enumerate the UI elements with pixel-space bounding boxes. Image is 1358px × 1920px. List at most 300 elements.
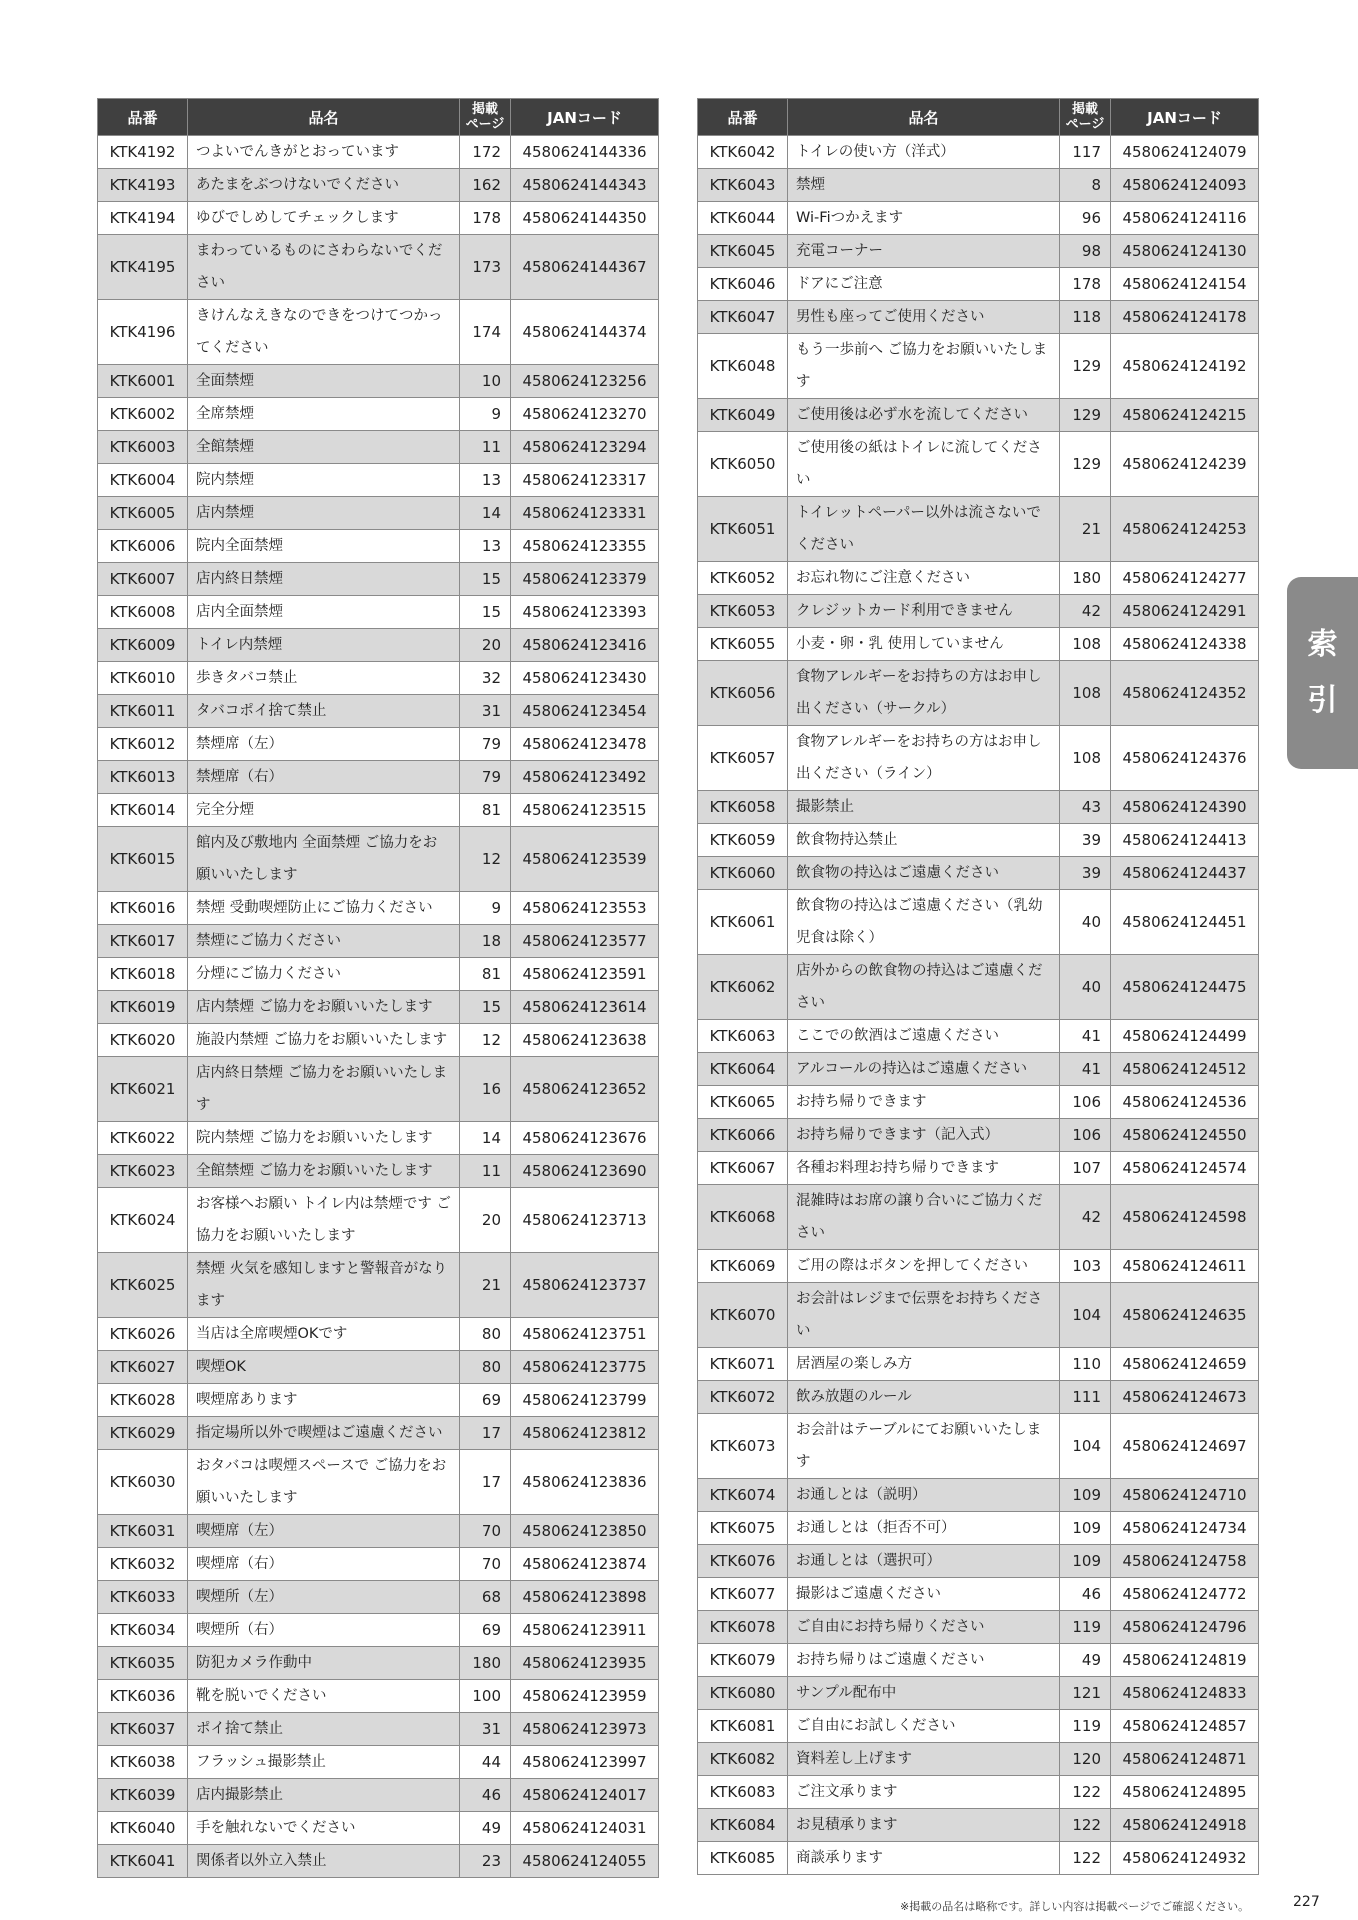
- cell-page: 80: [460, 1351, 511, 1384]
- cell-jan: 4580624123416: [511, 629, 659, 662]
- cell-jan: 4580624123294: [511, 431, 659, 464]
- cell-page: 11: [460, 431, 511, 464]
- cell-page: 46: [460, 1779, 511, 1812]
- cell-code: KTK6007: [98, 563, 188, 596]
- cell-name: フラッシュ撮影禁止: [188, 1746, 460, 1779]
- cell-code: KTK6076: [698, 1545, 788, 1578]
- table-row: [98, 1318, 659, 1351]
- table-row: [98, 1122, 659, 1155]
- header-page-top: 掲載: [471, 102, 498, 117]
- cell-jan: 4580624123874: [511, 1548, 659, 1581]
- cell-code: KTK6018: [98, 958, 188, 991]
- cell-jan: 4580624124017: [511, 1779, 659, 1812]
- cell-code: KTK6067: [698, 1152, 788, 1185]
- table-row: [698, 334, 1259, 399]
- cell-name: 院内禁煙 ご協力をお願いいたします: [188, 1122, 460, 1155]
- table-row: [698, 1381, 1259, 1414]
- header-page-bottom: ページ: [1065, 117, 1105, 132]
- cell-page: 17: [460, 1450, 511, 1515]
- cell-jan: 4580624123935: [511, 1647, 659, 1680]
- table-row: [98, 1614, 659, 1647]
- cell-name: ポイ捨て禁止: [188, 1713, 460, 1746]
- cell-code: KTK6008: [98, 596, 188, 629]
- cell-name: お持ち帰りはご遠慮ください: [788, 1644, 1060, 1677]
- table-row: [698, 202, 1259, 235]
- index-side-tab[interactable]: [1287, 577, 1358, 769]
- cell-page: 129: [1060, 399, 1111, 432]
- cell-code: KTK6004: [98, 464, 188, 497]
- cell-code: KTK6044: [698, 202, 788, 235]
- cell-name: 食物アレルギーをお持ちの方はお申し出ください（サークル）: [788, 661, 1060, 726]
- cell-code: KTK4195: [98, 235, 188, 300]
- header-jan: JANコード: [1111, 99, 1259, 136]
- table-row: [698, 1677, 1259, 1710]
- cell-code: KTK6037: [98, 1713, 188, 1746]
- table-row: [698, 1152, 1259, 1185]
- table-row: [98, 1253, 659, 1318]
- cell-jan: 4580624124918: [1111, 1809, 1259, 1842]
- cell-code: KTK6059: [698, 824, 788, 857]
- cell-code: KTK6075: [698, 1512, 788, 1545]
- cell-page: 12: [460, 1024, 511, 1057]
- table-row: [698, 399, 1259, 432]
- cell-code: KTK6021: [98, 1057, 188, 1122]
- table-row: [98, 464, 659, 497]
- table-row: [698, 432, 1259, 497]
- header-code: 品番: [98, 99, 188, 136]
- table-row: [698, 1086, 1259, 1119]
- cell-jan: 4580624124475: [1111, 955, 1259, 1020]
- footnote: ※掲載の品名は略称です。詳しい内容は掲載ページでご確認ください。: [900, 1900, 1250, 1913]
- cell-page: 69: [460, 1614, 511, 1647]
- table-row: [98, 925, 659, 958]
- cell-code: KTK6070: [698, 1283, 788, 1348]
- header-page-top: 掲載: [1071, 102, 1098, 117]
- cell-name: 混雑時はお席の譲り合いにご協力ください: [788, 1185, 1060, 1250]
- cell-jan: 4580624124819: [1111, 1644, 1259, 1677]
- cell-code: KTK6015: [98, 827, 188, 892]
- cell-page: 109: [1060, 1545, 1111, 1578]
- cell-page: 98: [1060, 235, 1111, 268]
- cell-code: KTK6046: [698, 268, 788, 301]
- cell-name: 男性も座ってご使用ください: [788, 301, 1060, 334]
- cell-page: 44: [460, 1746, 511, 1779]
- cell-jan: 4580624124697: [1111, 1414, 1259, 1479]
- cell-code: KTK6001: [98, 365, 188, 398]
- cell-name: ご用の際はボタンを押してください: [788, 1250, 1060, 1283]
- cell-code: KTK6023: [98, 1155, 188, 1188]
- cell-jan: 4580624124710: [1111, 1479, 1259, 1512]
- cell-jan: 4580624124130: [1111, 235, 1259, 268]
- table-row: [98, 728, 659, 761]
- cell-name: 禁煙: [788, 169, 1060, 202]
- cell-code: KTK6074: [698, 1479, 788, 1512]
- cell-jan: 4580624123713: [511, 1188, 659, 1253]
- cell-name: もう一歩前へ ご協力をお願いいたします: [788, 334, 1060, 399]
- table-row: [698, 955, 1259, 1020]
- cell-name: 靴を脱いでください: [188, 1680, 460, 1713]
- cell-code: KTK6053: [698, 595, 788, 628]
- table-row: [98, 1647, 659, 1680]
- cell-name: 禁煙席（左）: [188, 728, 460, 761]
- cell-page: 69: [460, 1384, 511, 1417]
- table-row: [698, 1743, 1259, 1776]
- table-row: [698, 235, 1259, 268]
- cell-page: 104: [1060, 1414, 1111, 1479]
- cell-jan: 4580624124673: [1111, 1381, 1259, 1414]
- table-row: [698, 1053, 1259, 1086]
- cell-jan: 4580624123638: [511, 1024, 659, 1057]
- cell-code: KTK6055: [698, 628, 788, 661]
- table-row: [98, 892, 659, 925]
- cell-code: KTK6047: [698, 301, 788, 334]
- cell-name: 禁煙 受動喫煙防止にご協力ください: [188, 892, 460, 925]
- cell-name: 喫煙席あります: [188, 1384, 460, 1417]
- cell-code: KTK6034: [98, 1614, 188, 1647]
- table-row: [98, 1812, 659, 1845]
- cell-page: 17: [460, 1417, 511, 1450]
- cell-name: 喫煙所（右）: [188, 1614, 460, 1647]
- cell-jan: 4580624123652: [511, 1057, 659, 1122]
- cell-page: 180: [1060, 562, 1111, 595]
- cell-code: KTK6005: [98, 497, 188, 530]
- cell-code: KTK6084: [698, 1809, 788, 1842]
- cell-code: KTK6050: [698, 432, 788, 497]
- cell-name: 分煙にご協力ください: [188, 958, 460, 991]
- cell-page: 122: [1060, 1776, 1111, 1809]
- cell-jan: 4580624144374: [511, 300, 659, 365]
- cell-name: お客様へお願い トイレ内は禁煙です ご協力をお願いいたします: [188, 1188, 460, 1253]
- cell-page: 119: [1060, 1611, 1111, 1644]
- cell-jan: 4580624124512: [1111, 1053, 1259, 1086]
- cell-code: KTK6040: [98, 1812, 188, 1845]
- cell-page: 129: [1060, 334, 1111, 399]
- cell-jan: 4580624124376: [1111, 726, 1259, 791]
- cell-page: 20: [460, 629, 511, 662]
- table-row: [98, 596, 659, 629]
- cell-page: 42: [1060, 1185, 1111, 1250]
- table-row: [98, 1680, 659, 1713]
- table-row: [698, 628, 1259, 661]
- cell-code: KTK4196: [98, 300, 188, 365]
- cell-jan: 4580624144343: [511, 169, 659, 202]
- cell-jan: 4580624123690: [511, 1155, 659, 1188]
- cell-code: KTK6014: [98, 794, 188, 827]
- cell-page: 13: [460, 530, 511, 563]
- cell-page: 11: [460, 1155, 511, 1188]
- cell-jan: 4580624124536: [1111, 1086, 1259, 1119]
- cell-jan: 4580624123539: [511, 827, 659, 892]
- cell-page: 162: [460, 169, 511, 202]
- table-row: [98, 1548, 659, 1581]
- table-row: [698, 1545, 1259, 1578]
- cell-code: KTK6026: [98, 1318, 188, 1351]
- cell-name: 全館禁煙 ご協力をお願いいたします: [188, 1155, 460, 1188]
- cell-name: ドアにご注意: [788, 268, 1060, 301]
- cell-name: 館内及び敷地内 全面禁煙 ご協力をお願いいたします: [188, 827, 460, 892]
- cell-jan: 4580624124598: [1111, 1185, 1259, 1250]
- cell-name: 飲食物持込禁止: [788, 824, 1060, 857]
- cell-jan: 4580624123775: [511, 1351, 659, 1384]
- cell-code: KTK6056: [698, 661, 788, 726]
- cell-page: 42: [1060, 595, 1111, 628]
- cell-page: 172: [460, 136, 511, 169]
- cell-jan: 4580624123256: [511, 365, 659, 398]
- cell-page: 117: [1060, 136, 1111, 169]
- cell-jan: 4580624123799: [511, 1384, 659, 1417]
- cell-name: 完全分煙: [188, 794, 460, 827]
- table-row: [98, 1746, 659, 1779]
- cell-name: クレジットカード利用できません: [788, 595, 1060, 628]
- cell-jan: 4580624124499: [1111, 1020, 1259, 1053]
- cell-code: KTK6072: [698, 1381, 788, 1414]
- table-row: [698, 268, 1259, 301]
- page-number: 227: [1293, 1894, 1320, 1910]
- cell-name: ご自由にお持ち帰りください: [788, 1611, 1060, 1644]
- cell-code: KTK6085: [698, 1842, 788, 1875]
- cell-name: 全面禁煙: [188, 365, 460, 398]
- table-row: [698, 1644, 1259, 1677]
- cell-code: KTK6073: [698, 1414, 788, 1479]
- side-tab-char-2: 引: [1307, 683, 1338, 718]
- cell-jan: 4580624123478: [511, 728, 659, 761]
- table-row: [98, 1581, 659, 1614]
- cell-jan: 4580624124659: [1111, 1348, 1259, 1381]
- cell-page: 106: [1060, 1119, 1111, 1152]
- cell-page: 70: [460, 1548, 511, 1581]
- cell-page: 122: [1060, 1842, 1111, 1875]
- table-row: [98, 398, 659, 431]
- table-row: [98, 1713, 659, 1746]
- cell-name: 喫煙所（左）: [188, 1581, 460, 1614]
- cell-code: KTK6032: [98, 1548, 188, 1581]
- cell-name: 店内禁煙 ご協力をお願いいたします: [188, 991, 460, 1024]
- cell-code: KTK4193: [98, 169, 188, 202]
- cell-code: KTK6052: [698, 562, 788, 595]
- table-row: [698, 169, 1259, 202]
- cell-name: 居酒屋の楽しみ方: [788, 1348, 1060, 1381]
- cell-name: 撮影はご遠慮ください: [788, 1578, 1060, 1611]
- header-jan: JANコード: [511, 99, 659, 136]
- cell-page: 129: [1060, 432, 1111, 497]
- cell-name: あたまをぶつけないでください: [188, 169, 460, 202]
- header-name: 品名: [788, 99, 1060, 136]
- table-header-row: [698, 99, 1259, 136]
- cell-name: ゆびでしめしてチェックします: [188, 202, 460, 235]
- cell-jan: 4580624123331: [511, 497, 659, 530]
- cell-page: 109: [1060, 1479, 1111, 1512]
- cell-name: 店内全面禁煙: [188, 596, 460, 629]
- cell-jan: 4580624124093: [1111, 169, 1259, 202]
- cell-code: KTK4194: [98, 202, 188, 235]
- cell-code: KTK6030: [98, 1450, 188, 1515]
- cell-name: 指定場所以外で喫煙はご遠慮ください: [188, 1417, 460, 1450]
- cell-name: 全館禁煙: [188, 431, 460, 464]
- cell-name: 禁煙席（右）: [188, 761, 460, 794]
- cell-page: 111: [1060, 1381, 1111, 1414]
- cell-jan: 4580624123836: [511, 1450, 659, 1515]
- table-row: [698, 595, 1259, 628]
- cell-page: 8: [1060, 169, 1111, 202]
- table-row: [98, 563, 659, 596]
- table-row: [98, 1057, 659, 1122]
- cell-jan: 4580624123911: [511, 1614, 659, 1647]
- table-row: [98, 794, 659, 827]
- table-row: [98, 1845, 659, 1878]
- cell-jan: 4580624124772: [1111, 1578, 1259, 1611]
- table-row: [98, 136, 659, 169]
- cell-page: 120: [1060, 1743, 1111, 1776]
- cell-page: 15: [460, 596, 511, 629]
- cell-code: KTK6024: [98, 1188, 188, 1253]
- cell-jan: 4580624124239: [1111, 432, 1259, 497]
- cell-page: 96: [1060, 202, 1111, 235]
- cell-page: 49: [460, 1812, 511, 1845]
- table-row: [698, 497, 1259, 562]
- cell-code: KTK6061: [698, 890, 788, 955]
- cell-name: 当店は全席喫煙OKです: [188, 1318, 460, 1351]
- cell-jan: 4580624144367: [511, 235, 659, 300]
- cell-page: 68: [460, 1581, 511, 1614]
- cell-name: ご使用後の紙はトイレに流してください: [788, 432, 1060, 497]
- table-row: [98, 1450, 659, 1515]
- cell-code: KTK6077: [698, 1578, 788, 1611]
- cell-name: 充電コーナー: [788, 235, 1060, 268]
- cell-jan: 4580624123812: [511, 1417, 659, 1450]
- cell-code: KTK6082: [698, 1743, 788, 1776]
- cell-page: 178: [1060, 268, 1111, 301]
- cell-page: 40: [1060, 890, 1111, 955]
- cell-code: KTK6062: [698, 955, 788, 1020]
- table-row: [98, 695, 659, 728]
- cell-jan: 4580624144350: [511, 202, 659, 235]
- cell-name: おタバコは喫煙スペースで ご協力をお願いいたします: [188, 1450, 460, 1515]
- cell-jan: 4580624124857: [1111, 1710, 1259, 1743]
- cell-code: KTK6029: [98, 1417, 188, 1450]
- cell-page: 173: [460, 235, 511, 300]
- table-row: [98, 662, 659, 695]
- cell-code: KTK6036: [98, 1680, 188, 1713]
- cell-page: 15: [460, 991, 511, 1024]
- cell-jan: 4580624124291: [1111, 595, 1259, 628]
- cell-code: KTK6013: [98, 761, 188, 794]
- cell-name: お通しとは（拒否不可）: [788, 1512, 1060, 1545]
- cell-code: KTK6025: [98, 1253, 188, 1318]
- table-row: [698, 824, 1259, 857]
- cell-page: 180: [460, 1647, 511, 1680]
- table-body-right: [698, 136, 1259, 1875]
- cell-page: 100: [460, 1680, 511, 1713]
- table-row: [698, 1776, 1259, 1809]
- cell-code: KTK6011: [98, 695, 188, 728]
- cell-jan: 4580624124352: [1111, 661, 1259, 726]
- table-row: [698, 136, 1259, 169]
- cell-jan: 4580624124932: [1111, 1842, 1259, 1875]
- cell-code: KTK6003: [98, 431, 188, 464]
- product-index-table-left: [97, 98, 659, 1878]
- cell-name: 資料差し上げます: [788, 1743, 1060, 1776]
- cell-code: KTK6031: [98, 1515, 188, 1548]
- cell-page: 106: [1060, 1086, 1111, 1119]
- cell-page: 43: [1060, 791, 1111, 824]
- cell-jan: 4580624124178: [1111, 301, 1259, 334]
- cell-name: お持ち帰りできます: [788, 1086, 1060, 1119]
- cell-jan: 4580624123430: [511, 662, 659, 695]
- cell-code: KTK4192: [98, 136, 188, 169]
- cell-name: トイレの使い方（洋式）: [788, 136, 1060, 169]
- cell-page: 81: [460, 958, 511, 991]
- cell-jan: 4580624123751: [511, 1318, 659, 1351]
- table-row: [698, 1348, 1259, 1381]
- cell-page: 40: [1060, 955, 1111, 1020]
- cell-name: ここでの飲酒はご遠慮ください: [788, 1020, 1060, 1053]
- cell-page: 14: [460, 1122, 511, 1155]
- cell-code: KTK6002: [98, 398, 188, 431]
- table-row: [98, 1384, 659, 1417]
- cell-name: ご使用後は必ず水を流してください: [788, 399, 1060, 432]
- table-row: [98, 202, 659, 235]
- table-row: [98, 1515, 659, 1548]
- cell-name: サンプル配布中: [788, 1677, 1060, 1710]
- cell-code: KTK6028: [98, 1384, 188, 1417]
- cell-page: 107: [1060, 1152, 1111, 1185]
- table-row: [98, 497, 659, 530]
- cell-jan: 4580624124871: [1111, 1743, 1259, 1776]
- table-row: [698, 661, 1259, 726]
- cell-jan: 4580624124338: [1111, 628, 1259, 661]
- table-row: [98, 300, 659, 365]
- cell-jan: 4580624124758: [1111, 1545, 1259, 1578]
- cell-page: 18: [460, 925, 511, 958]
- cell-page: 23: [460, 1845, 511, 1878]
- cell-name: お会計はテーブルにてお願いいたします: [788, 1414, 1060, 1479]
- cell-code: KTK6063: [698, 1020, 788, 1053]
- table-header-row: [98, 99, 659, 136]
- table-row: [698, 1250, 1259, 1283]
- cell-code: KTK6065: [698, 1086, 788, 1119]
- cell-name: お通しとは（説明）: [788, 1479, 1060, 1512]
- cell-name: 撮影禁止: [788, 791, 1060, 824]
- cell-jan: 4580624124055: [511, 1845, 659, 1878]
- cell-code: KTK6017: [98, 925, 188, 958]
- cell-page: 121: [1060, 1677, 1111, 1710]
- cell-page: 110: [1060, 1348, 1111, 1381]
- cell-name: 歩きタバコ禁止: [188, 662, 460, 695]
- cell-jan: 4580624123973: [511, 1713, 659, 1746]
- cell-page: 41: [1060, 1053, 1111, 1086]
- cell-page: 39: [1060, 857, 1111, 890]
- cell-code: KTK6033: [98, 1581, 188, 1614]
- cell-code: KTK6043: [698, 169, 788, 202]
- cell-code: KTK6081: [698, 1710, 788, 1743]
- cell-jan: 4580624124413: [1111, 824, 1259, 857]
- cell-jan: 4580624123355: [511, 530, 659, 563]
- cell-name: 手を触れないでください: [188, 1812, 460, 1845]
- cell-jan: 4580624123492: [511, 761, 659, 794]
- table-row: [698, 1020, 1259, 1053]
- cell-jan: 4580624124253: [1111, 497, 1259, 562]
- cell-page: 15: [460, 563, 511, 596]
- cell-name: お忘れ物にご注意ください: [788, 562, 1060, 595]
- cell-name: タバコポイ捨て禁止: [188, 695, 460, 728]
- cell-code: KTK6048: [698, 334, 788, 399]
- cell-jan: 4580624124154: [1111, 268, 1259, 301]
- table-row: [698, 1710, 1259, 1743]
- cell-page: 119: [1060, 1710, 1111, 1743]
- cell-code: KTK6071: [698, 1348, 788, 1381]
- table-row: [698, 726, 1259, 791]
- cell-name: 喫煙席（右）: [188, 1548, 460, 1581]
